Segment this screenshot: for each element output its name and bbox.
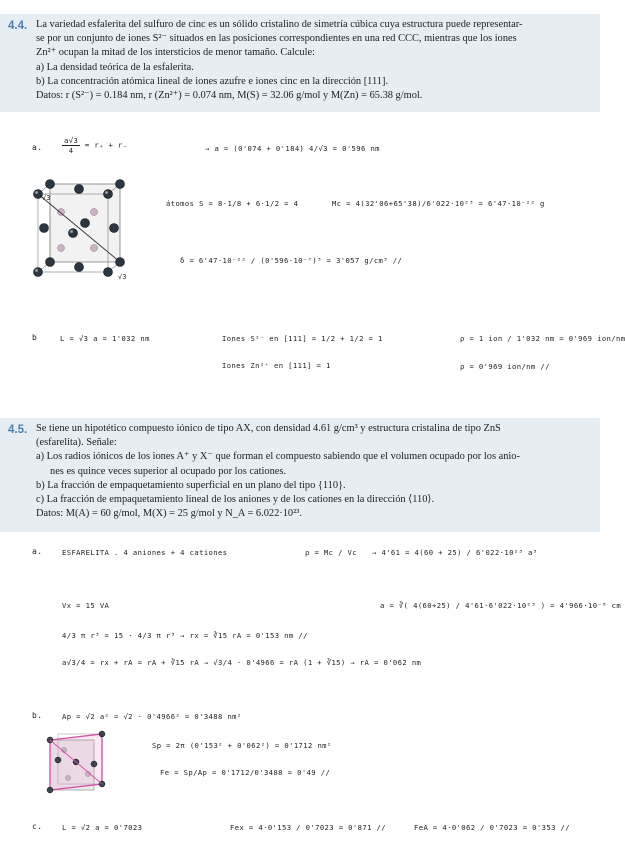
zns-unit-cell-diagram [28,172,138,277]
statement-line: se por un conjunto de iones S²⁻ situados en las posiciones correspondientes en una red CCC, mientras que los iones [36,33,517,45]
part-c-label-45: c. [32,822,43,831]
statement-line: nes es quince veces superior al ocupado por los cationes. [50,465,287,477]
sqrt3-label-bottom: √3 [118,273,127,281]
atoms-count: átomos S = 8·1/8 + 6·1/2 = 4 [166,199,299,208]
esfarelita-ions: ESFARELITA . 4 aniones + 4 cationes [62,548,228,557]
statement-line: La variedad esfalerita del sulfuro de cinc es un sólido cristalino de simetría cúbica cuya estructura puede representar- [36,19,523,30]
statement-line: Zn²⁺ ocupan la mitad de los intersticios de menor tamaño. Calcule: [36,47,315,59]
volume-relation: Vx = 15 VA [62,601,110,610]
problem-4-5-statement [36,422,592,521]
statement-line: b) La fracción de empaquetamiento superficial en un plano del tipo {110}. [36,479,346,491]
part-a-label-45: a. [32,547,43,556]
occupied-area: Sp = 2π (0'153² + 0'062²) = 0'1712 nm² [152,741,332,750]
diagonal-length: L = √3 a = 1'032 nm [60,334,150,343]
part-b-label: b [32,333,38,342]
surface-packing-fraction: Fe = Sp/Ap = 0'1712/0'3488 = 0'49 // [160,768,331,777]
plane-area: Ap = √2 a² = √2 · 0'4966² = 0'3488 nm² [62,712,242,721]
relation-a-r [62,136,127,155]
statement-line: c) La fracción de empaquetamiento lineal de los aniones y de los cationes en la dirección ⟨110⟩. [36,494,435,506]
part-b-label-45: b. [32,711,43,720]
lattice-parameter-calc: → a = (0'074 + 0'184) 4/√3 = 0'596 nm [205,144,380,153]
zns-110-plane-diagram [44,730,110,798]
anion-linear-fraction: Fex = 4·0'153 / 0'7023 = 0'871 // [230,823,386,832]
statement-line: (esfarelita). Señale: [36,437,117,449]
cation-radius: a√3/4 = rx + rA = rA + ∛15 rA → √3/4 · 0'4966 = rA (1 + ∛15) → rA = 0'062 nm [62,658,422,667]
density-equation: → 4'61 = 4(60 + 25) / 6'022·10²³ a³ [372,548,538,557]
linear-density-1: ρ = 1 ion / 1'032 nm = 0'969 ion/nm [460,334,625,343]
statement-line: Se tiene un hipotético compuesto iónico de tipo AX, con densidad 4.61 g/cm³ y estructura cristalina de tipo ZnS [36,423,501,434]
statement-line: Datos: M(A) = 60 g/mol, M(X) = 25 g/mol y N_A = 6.022·10²³. [36,508,302,520]
cell-mass: Mc = 4(32'06+65'38)/6'022·10²³ = 6'47·10⁻²² g [332,199,545,208]
part-a-label: a. [32,143,43,152]
statement-line: Datos: r (S²⁻) = 0.184 nm, r (Zn²⁺) = 0.074 nm, M(S) = 32.06 g/mol y M(Zn) = 65.38 g/mol. [36,90,423,102]
relation-rest: = r₊ + r₋ [84,140,128,150]
relation-denominator: 4 [68,146,74,155]
problem-4-5-number: 4.5. [8,424,28,436]
statement-line: a) La densidad teórica de la esfalerita. [36,61,194,73]
problem-4-4-number: 4.4. [8,20,28,32]
zinc-ions-count: Iones Zn²⁺ en [111] = 1 [222,361,331,370]
sulfur-ions-count: Iones S²⁻ en [111] = 1/2 + 1/2 = 1 [222,334,383,343]
density-definition: ρ = Mc / Vc [305,548,357,557]
sqrt3-label-top: √3 [42,194,51,202]
relation-numerator: a√3 [64,136,79,145]
lattice-root: a = ∛( 4(60+25) / 4'61·6'022·10²³ ) = 4'966·10⁻⁸ cm [380,601,622,610]
anion-radius: 4/3 π r³ = 15 · 4/3 π r³ → rx = ∛15 rA = 0'153 nm // [62,631,308,640]
problem-4-4-statement [36,18,592,103]
density-result: δ = 6'47·10⁻²² / (0'596·10⁻⁷)³ = 3'057 g/cm³ // [180,256,403,265]
linear-density-2: ρ = 0'969 ion/nm // [460,362,550,371]
statement-line: a) Los radios iónicos de los iones A⁺ y X⁻ que forman el compuesto sabiendo que el volumen ocupado por los anio- [36,451,520,463]
statement-line: b) La concentración atómica lineal de iones azufre e iones cinc en la dirección [111]. [36,75,389,87]
cation-linear-fraction: FeA = 4·0'062 / 0'7023 = 0'353 // [414,823,570,832]
direction-length: L = √2 a = 0'7023 [62,823,143,832]
